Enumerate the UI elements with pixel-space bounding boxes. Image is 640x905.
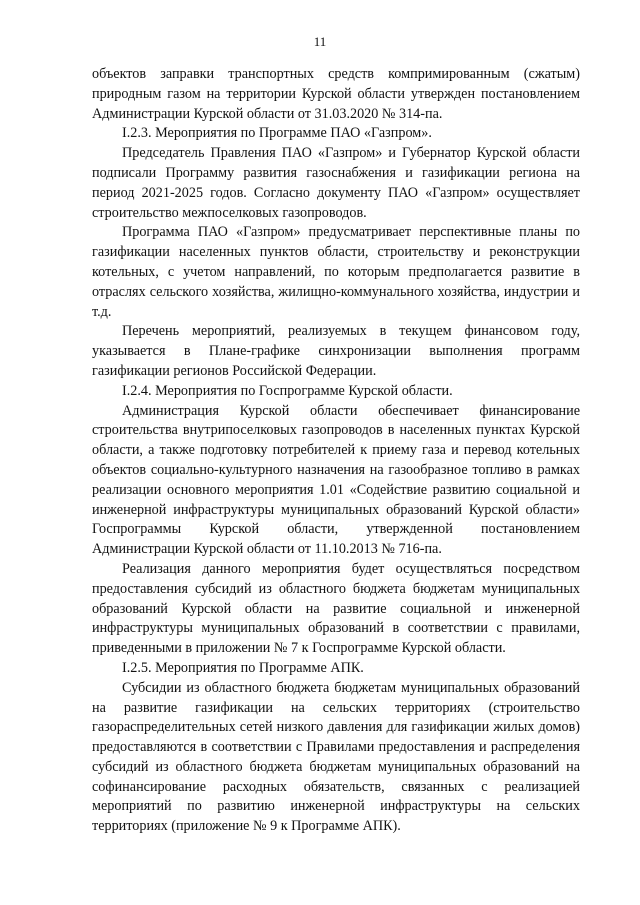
paragraph: Перечень мероприятий, реализуемых в текущем финансовом году, указывается в Плане-графике синхронизации выполнения программ газификации регионов Российской Федерации. bbox=[92, 323, 580, 379]
paragraph-continuation: объектов заправки транспортных средств компримированным (сжатым) природным газом на территории Курской области утвержден постановлением Администрации Курской области от 31.03.2020 № 314-па. bbox=[92, 66, 580, 122]
document-body bbox=[92, 65, 580, 837]
paragraph: Председатель Правления ПАО «Газпром» и Губернатор Курской области подписали Программу развития газоснабжения и газификации региона на период 2021-2025 годов. Согласно документу ПАО «Газпром» осуществляет строительство межпоселковых газопроводов. bbox=[92, 145, 580, 221]
paragraph: Субсидии из областного бюджета бюджетам муниципальных образований на развитие газификации на сельских территориях (строительство газораспределительных сетей низкого давления для газификации жилых домов) предоставляются в соответствии с Правилами предоставления и распределения субсидий из областного бюджета бюджетам муниципальных образований на софинансирование расходных обязательств, связанных с реализацией мероприятий по развитию инженерной инфраструктуры на сельских территориях (приложение № 9 к Программе АПК). bbox=[92, 679, 580, 835]
paragraph: Программа ПАО «Газпром» предусматривает перспективные планы по газификации населенных пунктов области, строительству и реконструкции котельных, с учетом направлений, по которым предполагается развитие в отраслях сельского хозяйства, жилищно-коммунального хозяйства, индустрии и т.д. bbox=[92, 224, 580, 320]
paragraph: Администрация Курской области обеспечивает финансирование строительства внутрипоселковых газопроводов в населенных пунктах Курской области, а также подготовку потребителей к приему газа и перевод котельных объектов социально-культурного назначения на газообразное топливо в рамках реализации основного мероприятия 1.01 «Содействие развитию социальной и инженерной инфраструктуры муниципальных образований Курской области» Госпрограммы Курской области, утвержденной постановлением Администрации Курской области от 11.10.2013 № 716-па. bbox=[92, 402, 580, 558]
paragraph: Реализация данного мероприятия будет осуществляться посредством предоставления субсидий из областного бюджета бюджетам муниципальных образований Курской области на развитие социальной и инженерной инфраструктуры муниципальных образований в соответствии с правилами, приведенными в приложении № 7 к Госпрограмме Курской области. bbox=[92, 560, 580, 657]
section-heading-1-2-3: I.2.3. Мероприятия по Программе ПАО «Газпром». bbox=[122, 125, 432, 142]
section-heading-1-2-5: I.2.5. Мероприятия по Программе АПК. bbox=[122, 659, 364, 676]
section-heading-1-2-4: I.2.4. Мероприятия по Госпрограмме Курской области. bbox=[122, 382, 453, 399]
page-number: 11 bbox=[313, 34, 327, 49]
